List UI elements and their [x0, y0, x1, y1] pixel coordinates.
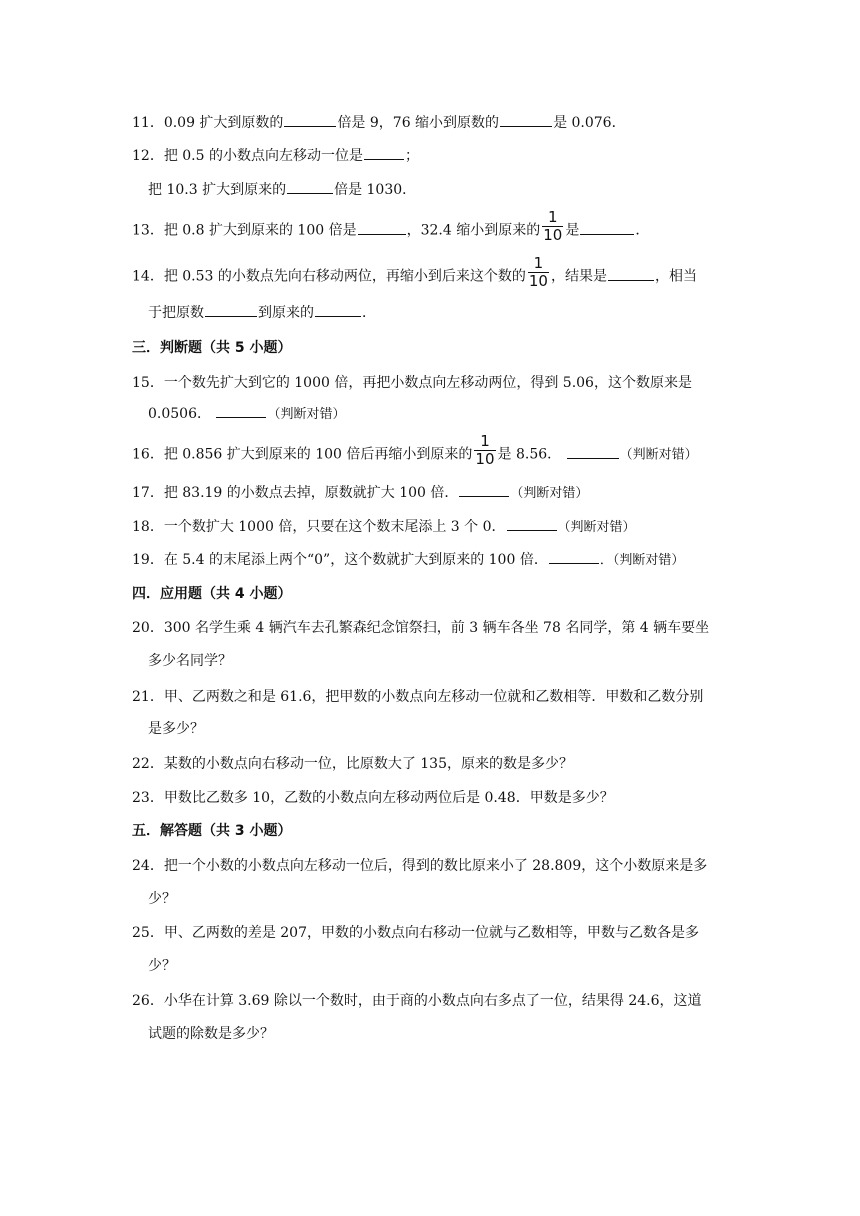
question-26: 26．小华在计算 3.69 除以一个数时，由于商的小数点向右多点了一位，结果得 24.6，这道 [132, 993, 702, 1009]
section-heading-3: 三．判断题（共 5 小题） [132, 340, 292, 356]
question-19: 19．在 5.4 的末尾添上两个“0”，这个数就扩大到原来的 100 倍． ．（判断对错） [132, 552, 685, 568]
section-heading-4: 四．应用题（共 4 小题） [132, 586, 292, 602]
answer-blank [315, 303, 361, 317]
question-24-line-2: 少？ [148, 891, 176, 907]
question-20: 20．300 名学生乘 4 辆汽车去孔繁森纪念馆祭扫，前 3 辆车各坐 78 名同学，第 4 辆车要坐 [132, 620, 710, 636]
answer-blank [205, 303, 257, 317]
question-25-line-2: 少？ [148, 958, 176, 974]
question-12: 12．把 0.5 的小数点向左移动一位是 ； [132, 148, 419, 164]
answer-blank [287, 180, 333, 194]
question-25: 25．甲、乙两数的差是 207，甲数的小数点向右移动一位就与乙数相等，甲数与乙数各是多 [132, 925, 699, 941]
answer-blank [358, 221, 406, 235]
answer-blank [580, 221, 634, 235]
question-14-line-2: 于把原数 到原来的 ． [148, 305, 376, 321]
section-heading-5: 五．解答题（共 3 小题） [132, 823, 292, 839]
question-14: 14．把 0.53 的小数点先向右移动两位，再缩小到后来这个数的 $\frac{1}{10}$ ，结果是 ，相当 [132, 254, 697, 290]
question-11: 11．0.09 扩大到原数的 倍是 9，76 缩小到原数的 是 0.076． [132, 115, 626, 131]
answer-blank [216, 404, 266, 418]
question-22: 22．某数的小数点向右移动一位，比原数大了 135，原来的数是多少？ [132, 756, 573, 772]
question-16: 16．把 0.856 扩大到原来的 100 倍后再缩小到原来的 $\frac{1}{10}$ 是 8.56． （判断对错） [132, 432, 698, 468]
fraction: $\frac{1}{10}$ [543, 208, 563, 244]
question-13: 13．把 0.8 扩大到原来的 100 倍是 ，32.4 缩小到原来的 $\frac{1}{10}$ 是 ． [132, 208, 650, 244]
answer-blank [459, 483, 509, 497]
fraction: $\frac{1}{10}$ [475, 432, 495, 468]
answer-blank [507, 517, 557, 531]
question-12-line-2: 把 10.3 扩大到原来的 倍是 1030． [148, 182, 417, 198]
answer-blank [549, 550, 599, 564]
fraction: $\frac{1}{10}$ [528, 254, 548, 290]
question-15: 15．一个数先扩大到它的 1000 倍，再把小数点向左移动两位，得到 5.06，这个数原来是 [132, 375, 692, 391]
answer-blank [364, 146, 404, 160]
answer-blank [284, 113, 336, 127]
question-20-line-2: 多少名同学？ [148, 653, 232, 669]
answer-blank [500, 113, 552, 127]
question-23: 23．甲数比乙数多 10，乙数的小数点向左移动两位后是 0.48．甲数是多少？ [132, 790, 614, 806]
question-26-line-2: 试题的除数是多少？ [148, 1026, 274, 1042]
question-24: 24．把一个小数的小数点向左移动一位后，得到的数比原来小了 28.809，这个小数原来是多 [132, 858, 708, 874]
answer-blank [608, 267, 654, 281]
question-21: 21．甲、乙两数之和是 61.6，把甲数的小数点向左移动一位就和乙数相等．甲数和乙数分别 [132, 689, 704, 705]
question-17: 17．把 83.19 的小数点去掉，原数就扩大 100 倍． （判断对错） [132, 485, 589, 501]
question-21-line-2: 是多少？ [148, 721, 204, 737]
question-15-line-2: 0.0506． （判断对错） [148, 406, 346, 422]
answer-blank [567, 445, 619, 459]
question-18: 18．一个数扩大 1000 倍，只要在这个数末尾添上 3 个 0． （判断对错） [132, 519, 636, 535]
